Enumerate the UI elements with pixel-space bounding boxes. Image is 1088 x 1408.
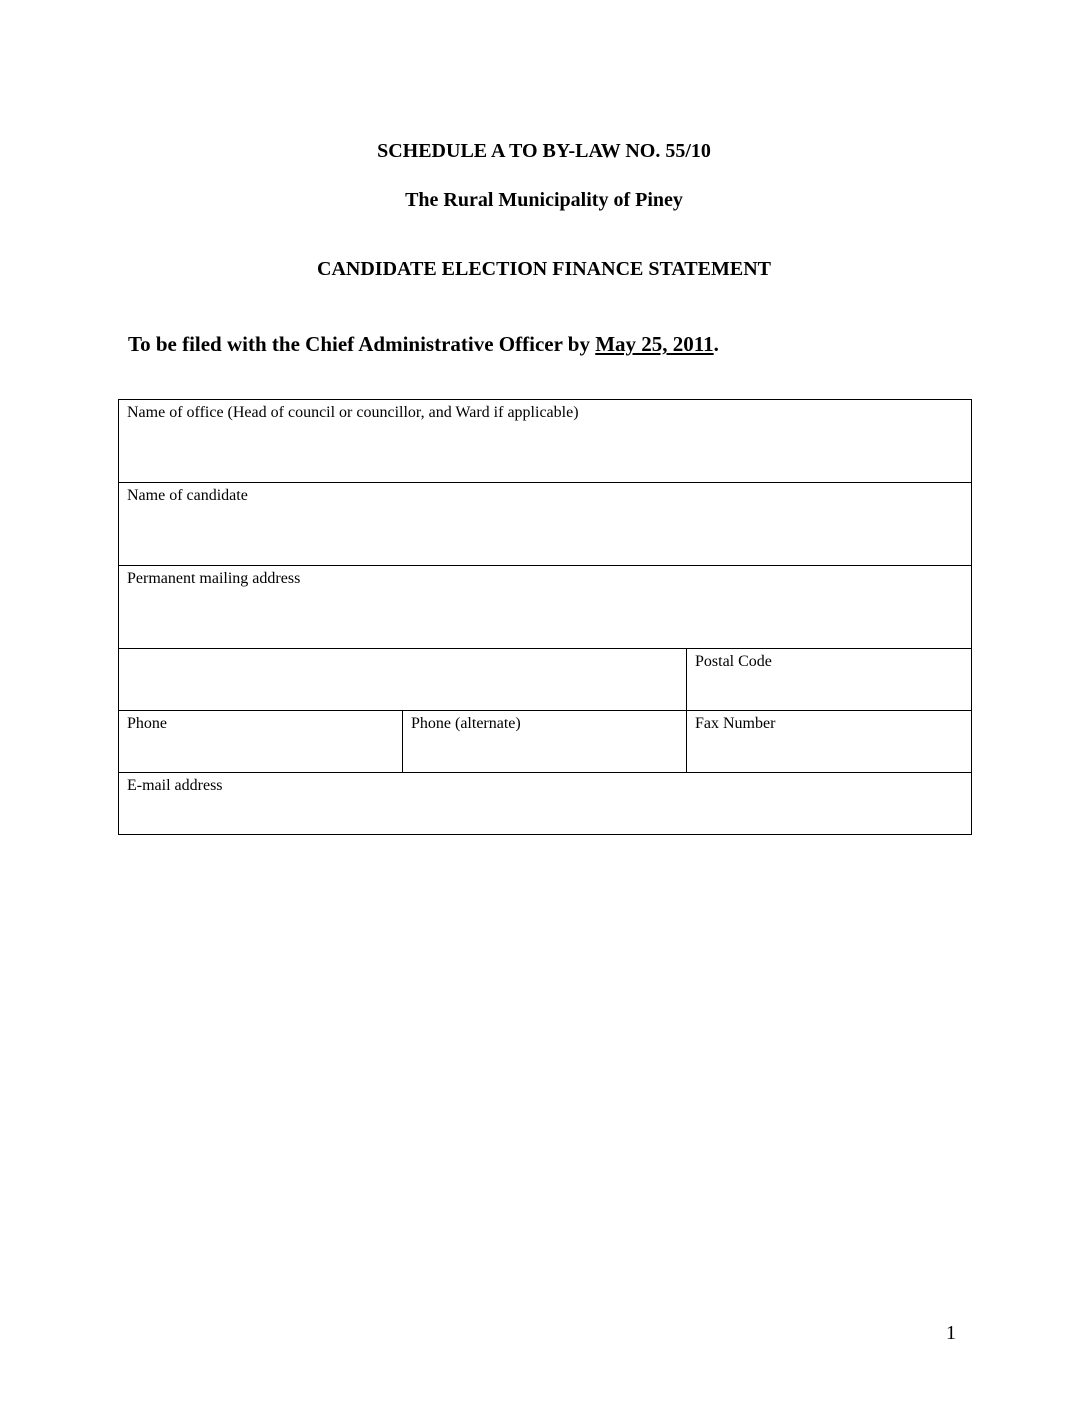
fax-number-field[interactable]: [687, 711, 972, 773]
office-field[interactable]: [119, 400, 972, 483]
schedule-title: SCHEDULE A TO BY-LAW NO. 55/10: [377, 140, 711, 162]
phone-alternate-label: Phone (alternate): [411, 715, 521, 732]
email-address-label: E-mail address: [127, 777, 223, 794]
statement-title: CANDIDATE ELECTION FINANCE STATEMENT: [317, 258, 771, 280]
phone-alternate-field[interactable]: [403, 711, 687, 773]
filing-deadline-date: May 25, 2011: [595, 332, 714, 356]
mailing-address-field[interactable]: [119, 566, 972, 649]
candidate-info-form: [118, 399, 972, 835]
fax-number-label: Fax Number: [695, 715, 776, 732]
phone-label: Phone: [127, 715, 167, 732]
mailing-address-label: Permanent mailing address: [127, 570, 301, 587]
filing-instruction-text: To be filed with the Chief Administrative Officer by: [128, 332, 596, 356]
page-number: 1: [946, 1322, 956, 1344]
address-continued-field[interactable]: [119, 649, 687, 711]
filing-instruction-period: .: [713, 332, 719, 356]
office-field-label: Name of office (Head of council or councillor, and Ward if applicable): [127, 404, 579, 421]
postal-code-label: Postal Code: [695, 653, 772, 670]
candidate-name-label: Name of candidate: [127, 487, 248, 504]
email-address-field[interactable]: [119, 773, 972, 835]
candidate-name-field[interactable]: [119, 483, 972, 566]
municipality-name: The Rural Municipality of Piney: [405, 189, 683, 211]
postal-code-field[interactable]: [687, 649, 972, 711]
phone-field[interactable]: [119, 711, 403, 773]
filing-instruction: [128, 331, 719, 357]
